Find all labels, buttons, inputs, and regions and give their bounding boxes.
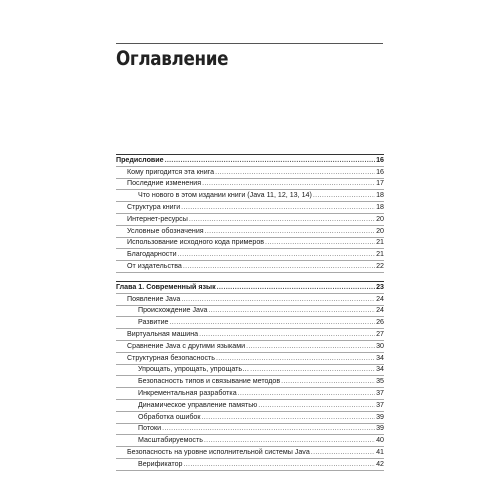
toc-page-number: 20 (376, 226, 384, 235)
toc-entry-label: Условные обозначения (127, 226, 204, 235)
toc-page-number: 23 (376, 282, 384, 291)
toc-dot-leader (199, 330, 375, 339)
toc-entry-label: Сравнение Java с другими языками (127, 341, 246, 350)
toc-entry-label: Кому пригодится эта книга (127, 167, 215, 176)
toc-dot-leader (238, 389, 375, 398)
toc-page-number: 17 (376, 179, 384, 188)
toc-entry[interactable] (116, 294, 384, 306)
toc-page-number: 34 (376, 365, 384, 374)
toc-entry[interactable] (116, 306, 384, 318)
toc-page-number: 18 (376, 202, 384, 211)
toc-page-number: 22 (376, 261, 384, 270)
toc-dot-leader (181, 295, 375, 304)
toc-dot-leader (165, 156, 376, 165)
toc-chapter-entry[interactable] (116, 155, 384, 167)
toc-entry[interactable] (116, 249, 384, 261)
toc-entry[interactable] (116, 190, 384, 202)
toc-page-number: 35 (376, 377, 384, 386)
toc-page-number: 26 (376, 318, 384, 327)
toc-entry-label: Благодарности (127, 250, 177, 259)
toc-entry-label: Предисловие (116, 155, 164, 164)
toc-entry-label: Интернет-ресурсы (127, 214, 188, 223)
toc-dot-leader (178, 250, 376, 259)
toc-page-number: 24 (376, 306, 384, 315)
toc-dot-leader (281, 377, 375, 386)
toc-dot-leader (204, 436, 375, 445)
toc-entry-label: Упрощать, упрощать, упрощать… (138, 365, 250, 374)
toc-entry[interactable] (116, 214, 384, 226)
toc-entry[interactable] (116, 459, 384, 471)
toc-dot-leader (208, 306, 375, 315)
toc-entry-label: Динамическое управление памятью (138, 400, 258, 409)
toc-dot-leader (205, 227, 375, 236)
toc-page-number: 37 (376, 400, 384, 409)
toc-page-number: 34 (376, 353, 384, 362)
toc-page-number: 27 (376, 329, 384, 338)
toc-dot-leader (217, 283, 375, 292)
toc-dot-leader (181, 203, 375, 212)
toc-entry-label: Безопасность типов и связывание методов (138, 377, 281, 386)
toc-entry[interactable] (116, 365, 384, 377)
toc-dot-leader (250, 365, 375, 374)
toc-entry[interactable] (116, 226, 384, 238)
table-of-contents (116, 154, 384, 471)
toc-entry-label: Безопасность на уровне исполнительной системы Java (127, 447, 310, 456)
toc-entry-label: Происхождение Java (138, 306, 208, 315)
toc-entry-label: Развитие (138, 318, 169, 327)
toc-dot-leader (202, 179, 375, 188)
toc-entry[interactable] (116, 435, 384, 447)
toc-page-number: 41 (376, 447, 384, 456)
toc-entry-label: Структурная безопасность (127, 353, 215, 362)
section-spacer (116, 273, 384, 281)
toc-entry-label: Последние изменения (127, 179, 202, 188)
toc-entry-label: Виртуальная машина (127, 329, 199, 338)
toc-entry[interactable] (116, 376, 384, 388)
toc-dot-leader (184, 460, 376, 469)
toc-entry-label: Масштабируемость (138, 436, 203, 445)
toc-entry-label: Потоки (138, 424, 162, 433)
toc-entry[interactable] (116, 317, 384, 329)
toc-dot-leader (313, 191, 375, 200)
toc-entry[interactable] (116, 179, 384, 191)
toc-dot-leader (265, 238, 375, 247)
toc-dot-leader (258, 401, 375, 410)
toc-dot-leader (162, 424, 375, 433)
toc-entry[interactable] (116, 388, 384, 400)
toc-entry-label: Обработка ошибок (138, 412, 201, 421)
toc-page-number: 18 (376, 191, 384, 200)
toc-page-number: 39 (376, 412, 384, 421)
toc-page-number: 20 (376, 214, 384, 223)
toc-dot-leader (246, 342, 375, 351)
toc-entry[interactable] (116, 261, 384, 273)
toc-entry-label: Что нового в этом издании книги (Java 11, 12, 13, 14) (138, 191, 312, 200)
toc-entry[interactable] (116, 341, 384, 353)
toc-page-number: 42 (376, 459, 384, 468)
toc-entry-label: Появление Java (127, 294, 181, 303)
toc-page-number: 39 (376, 424, 384, 433)
toc-entry[interactable] (116, 412, 384, 424)
toc-entry[interactable] (116, 424, 384, 436)
toc-page-number: 21 (376, 238, 384, 247)
toc-entry-label: От издательства (127, 261, 182, 270)
toc-entry-label: Верификатор (138, 459, 183, 468)
toc-page-number: 16 (376, 167, 384, 176)
toc-entry[interactable] (116, 329, 384, 341)
toc-entry[interactable] (116, 447, 384, 459)
toc-entry-label: Инкрементальная разработка (138, 388, 237, 397)
toc-dot-leader (170, 318, 376, 327)
toc-dot-leader (311, 448, 375, 457)
top-rule (116, 43, 383, 44)
toc-entry[interactable] (116, 353, 384, 365)
toc-dot-leader (183, 262, 375, 271)
toc-page-number: 30 (376, 341, 384, 350)
toc-page-number: 16 (376, 155, 384, 164)
toc-entry-label: Глава 1. Современный язык (116, 282, 216, 291)
toc-entry[interactable] (116, 238, 384, 250)
toc-entry[interactable] (116, 400, 384, 412)
toc-dot-leader (216, 354, 375, 363)
toc-page-number: 24 (376, 294, 384, 303)
toc-page-number: 37 (376, 388, 384, 397)
toc-entry[interactable] (116, 167, 384, 179)
toc-page-number: 21 (376, 250, 384, 259)
toc-entry-label: Структура книги (127, 202, 181, 211)
toc-dot-leader (189, 215, 375, 224)
toc-dot-leader (215, 168, 375, 177)
toc-page-number: 40 (376, 436, 384, 445)
toc-dot-leader (201, 413, 375, 422)
page-title: Оглавление (116, 47, 229, 70)
toc-entry[interactable] (116, 202, 384, 214)
toc-entry-label: Использование исходного кода примеров (127, 238, 265, 247)
toc-chapter-entry[interactable] (116, 282, 384, 294)
